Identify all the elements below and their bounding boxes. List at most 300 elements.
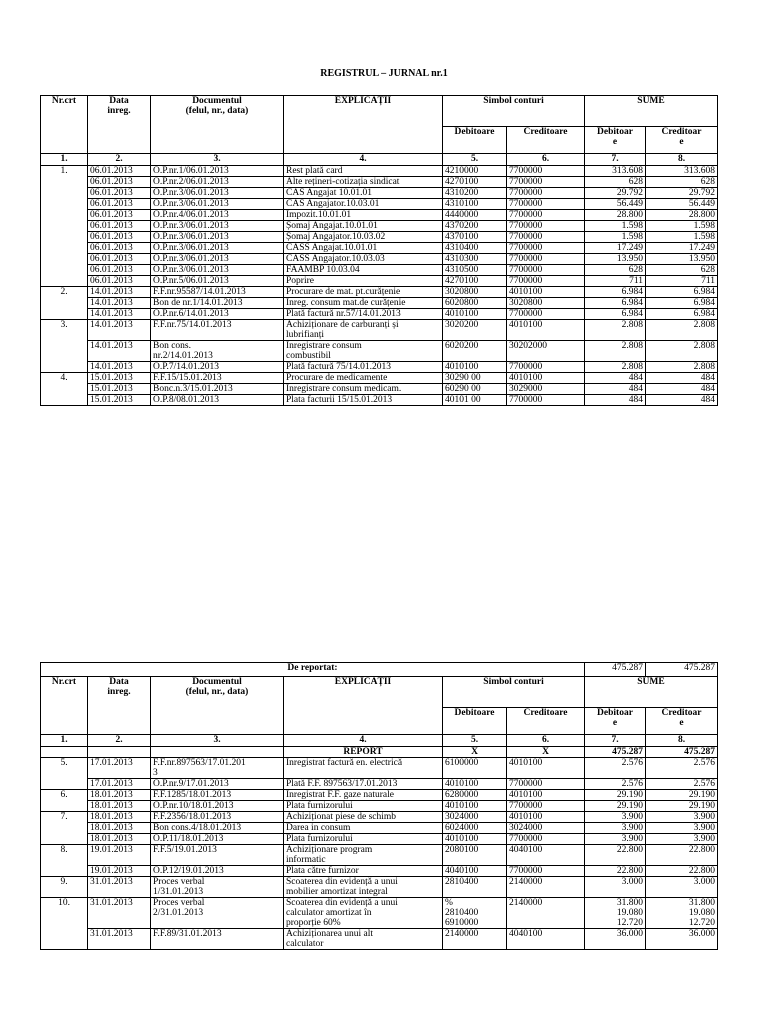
entry-document: Bonc.n.3/15.01.2013 [151, 384, 284, 395]
entry-number [41, 362, 88, 373]
debit-amount: 2.808 [585, 362, 646, 373]
debit-account: 4010100 [443, 309, 507, 320]
debit-amount: 484 [585, 384, 646, 395]
table-row [41, 298, 718, 309]
debit-account: 4270100 [443, 177, 507, 188]
entry-explanation: Plată F.F. 897563/17.01.2013 [284, 779, 443, 790]
header-amounts: SUME [585, 96, 718, 127]
entry-document: O.P.12/19.01.2013 [151, 866, 284, 877]
table-row [41, 166, 718, 177]
entry-date: 14.01.2013 [88, 341, 151, 362]
credit-account: 7700000 [507, 188, 585, 199]
header-date: Data inreg. [88, 96, 151, 154]
credit-account: 4010100 [507, 373, 585, 384]
report-row [41, 747, 718, 758]
table-row [41, 877, 718, 898]
entry-number [41, 265, 88, 276]
credit-amount: 628 [646, 265, 718, 276]
entry-date: 06.01.2013 [88, 243, 151, 254]
debit-account: % 2810400 6910000 [443, 898, 507, 929]
debit-account: 4010100 [443, 834, 507, 845]
debit-account: 2080100 [443, 845, 507, 866]
credit-account: 3020800 [507, 298, 585, 309]
credit-account: 7700000 [507, 362, 585, 373]
entry-explanation: CASS Angajator.10.03.03 [284, 254, 443, 265]
column-number-row [41, 154, 718, 166]
entry-date: 06.01.2013 [88, 166, 151, 177]
entry-number [41, 188, 88, 199]
debit-amount: 6.984 [585, 298, 646, 309]
debit-amount: 6.984 [585, 287, 646, 298]
entry-document: O.P.11/18.01.2013 [151, 834, 284, 845]
credit-amount: 22.800 [646, 866, 718, 877]
entry-number [41, 177, 88, 188]
credit-account: 7700000 [507, 166, 585, 177]
entry-explanation: Plată factură 75/14.01.2013 [284, 362, 443, 373]
entry-date: 18.01.2013 [88, 812, 151, 823]
header-nr: Nr.crt [41, 96, 88, 154]
header-document: Documentul (felul, nr., data) [151, 96, 284, 154]
register-title: REGISTRUL – JURNAL nr.1 [320, 68, 448, 79]
entry-number: 7. [41, 812, 88, 823]
table-row [41, 188, 718, 199]
entry-document: O.P.nr.6/14.01.2013 [151, 309, 284, 320]
debit-account: 4310400 [443, 243, 507, 254]
entry-document: F.F.15/15.01.2013 [151, 373, 284, 384]
debit-amount: 2.808 [585, 320, 646, 341]
entry-date: 06.01.2013 [88, 177, 151, 188]
debit-account: 3024000 [443, 812, 507, 823]
column-number: 6. [507, 735, 585, 747]
credit-amount: 31.800 19.080 12.720 [646, 898, 718, 929]
journal-table-2 [40, 662, 718, 950]
debit-account: 4010100 [443, 779, 507, 790]
credit-amount: 2.808 [646, 362, 718, 373]
table-row [41, 309, 718, 320]
table-row [41, 801, 718, 812]
credit-account: 7700000 [507, 309, 585, 320]
entry-document: O.P.8/08.01.2013 [151, 395, 284, 406]
debit-account: 4370100 [443, 232, 507, 243]
entry-explanation: CAS Angajator.10.03.01 [284, 199, 443, 210]
entry-document: O.P.nr.5/06.01.2013 [151, 276, 284, 287]
entry-number [41, 243, 88, 254]
header-credit-accounts: Creditoare [507, 708, 585, 735]
entry-number: 6. [41, 790, 88, 801]
credit-account: 3029000 [507, 384, 585, 395]
debit-account: 4270100 [443, 276, 507, 287]
credit-amount: 484 [646, 395, 718, 406]
entry-number [41, 298, 88, 309]
debit-account: 4370200 [443, 221, 507, 232]
entry-document: F.F.nr.75/14.01.2013 [151, 320, 284, 341]
entry-number [41, 199, 88, 210]
debit-account: 4010100 [443, 801, 507, 812]
credit-amount: 22.800 [646, 845, 718, 866]
credit-amount: 484 [646, 373, 718, 384]
credit-amount: 2.808 [646, 320, 718, 341]
debit-account: 6024000 [443, 823, 507, 834]
entry-document: O.P.nr.3/06.01.2013 [151, 221, 284, 232]
entry-document: F.F.nr.897563/17.01.201 3 [151, 758, 284, 779]
debit-amount: 17.249 [585, 243, 646, 254]
debit-amount: 3.900 [585, 834, 646, 845]
carry-forward-label: De reportat: [41, 663, 585, 677]
header-amounts: SUME [585, 677, 718, 708]
carry-forward-row [41, 663, 718, 677]
header-explanations: EXPLICAȚII [284, 96, 443, 154]
debit-account: 3020800 [443, 287, 507, 298]
column-number: 2. [88, 154, 151, 166]
entry-explanation: CASS Angajat.10.01.01 [284, 243, 443, 254]
credit-account: 4010100 [507, 790, 585, 801]
debit-amount: 484 [585, 395, 646, 406]
entry-document: O.P.nr.4/06.01.2013 [151, 210, 284, 221]
entry-explanation: Procurare de mat. pt.curățenie [284, 287, 443, 298]
credit-amount: 6.984 [646, 287, 718, 298]
credit-amount: 3.900 [646, 823, 718, 834]
entry-number [41, 801, 88, 812]
entry-number: 8. [41, 845, 88, 866]
entry-explanation: Plata furnizorului [284, 801, 443, 812]
column-number: 2. [88, 735, 151, 747]
debit-account: 6280000 [443, 790, 507, 801]
entry-explanation: CAS Angajat 10.01.01 [284, 188, 443, 199]
credit-amount: 17.249 [646, 243, 718, 254]
table-row [41, 320, 718, 341]
carry-forward-debit: 475.287 [585, 663, 646, 677]
entry-document: O.P.nr.3/06.01.2013 [151, 254, 284, 265]
credit-amount: 29.190 [646, 801, 718, 812]
entry-number: 1. [41, 166, 88, 177]
debit-account: 6100000 [443, 758, 507, 779]
table-row [41, 373, 718, 384]
debit-account: 6020200 [443, 341, 507, 362]
entry-date: 14.01.2013 [88, 287, 151, 298]
credit-amount: 1.598 [646, 221, 718, 232]
entry-date: 14.01.2013 [88, 362, 151, 373]
entry-date: 15.01.2013 [88, 373, 151, 384]
debit-amount: 22.800 [585, 866, 646, 877]
credit-account: 3024000 [507, 823, 585, 834]
credit-account: 4040100 [507, 929, 585, 950]
entry-date: 06.01.2013 [88, 232, 151, 243]
table-row [41, 779, 718, 790]
entry-explanation: Procurare de medicamente [284, 373, 443, 384]
debit-amount: 36.000 [585, 929, 646, 950]
credit-account: 7700000 [507, 801, 585, 812]
entry-number [41, 779, 88, 790]
credit-amount: 2.808 [646, 341, 718, 362]
table-row [41, 210, 718, 221]
column-number: 1. [41, 154, 88, 166]
entry-explanation: Inregistrat factură en. electrică [284, 758, 443, 779]
entry-number [41, 221, 88, 232]
entry-explanation: Plata către furnizor [284, 866, 443, 877]
credit-amount: 36.000 [646, 929, 718, 950]
entry-explanation: Poprire [284, 276, 443, 287]
column-number: 1. [41, 735, 88, 747]
credit-amount: 1.598 [646, 232, 718, 243]
entry-document: O.P.nr.1/06.01.2013 [151, 166, 284, 177]
entry-date: 06.01.2013 [88, 221, 151, 232]
table-row [41, 232, 718, 243]
table-row [41, 265, 718, 276]
table-row [41, 929, 718, 950]
credit-account: 7700000 [507, 221, 585, 232]
entry-document: O.P.nr.3/06.01.2013 [151, 188, 284, 199]
entry-number [41, 210, 88, 221]
credit-account: 30202000 [507, 341, 585, 362]
entry-date: 06.01.2013 [88, 188, 151, 199]
header-debit-amount: Debitoar e [585, 127, 646, 154]
entry-number [41, 276, 88, 287]
credit-amount: 6.984 [646, 298, 718, 309]
credit-account: 4010100 [507, 758, 585, 779]
debit-amount: 28.800 [585, 210, 646, 221]
journal-table-1 [40, 95, 718, 406]
header-row [41, 96, 718, 127]
entry-explanation: Achiziționare program informatic [284, 845, 443, 866]
credit-account: 7700000 [507, 232, 585, 243]
credit-account: 4010100 [507, 320, 585, 341]
column-number: 7. [585, 154, 646, 166]
header-debit-amount: Debitoar e [585, 708, 646, 735]
credit-account: 4010100 [507, 287, 585, 298]
report-date-empty [88, 747, 151, 758]
entry-date: 19.01.2013 [88, 845, 151, 866]
table-row [41, 898, 718, 929]
table-row [41, 199, 718, 210]
debit-account: 4440000 [443, 210, 507, 221]
debit-account: 3020200 [443, 320, 507, 341]
column-number-row [41, 735, 718, 747]
column-number: 5. [443, 735, 507, 747]
entry-explanation: Darea in consum [284, 823, 443, 834]
debit-amount: 2.576 [585, 779, 646, 790]
header-date: Data inreg. [88, 677, 151, 735]
credit-account: 7700000 [507, 866, 585, 877]
column-number: 4. [284, 735, 443, 747]
debit-amount: 3.900 [585, 823, 646, 834]
entry-explanation: Șomaj Angajat.10.01.01 [284, 221, 443, 232]
table-row [41, 823, 718, 834]
table-row [41, 276, 718, 287]
table-row [41, 362, 718, 373]
column-number: 4. [284, 154, 443, 166]
table-row [41, 845, 718, 866]
header-debit-accounts: Debitoare [443, 127, 507, 154]
table-row [41, 177, 718, 188]
entry-explanation: Achiziționare de carburanți și lubrifianți [284, 320, 443, 341]
debit-amount: 2.576 [585, 758, 646, 779]
entry-date: 17.01.2013 [88, 758, 151, 779]
debit-account: 4210000 [443, 166, 507, 177]
entry-explanation: Alte rețineri-cotizația sindicat [284, 177, 443, 188]
entry-date: 06.01.2013 [88, 276, 151, 287]
debit-amount: 628 [585, 265, 646, 276]
report-nr-empty [41, 747, 88, 758]
entry-date: 18.01.2013 [88, 823, 151, 834]
entry-date: 18.01.2013 [88, 790, 151, 801]
debit-account: 2140000 [443, 929, 507, 950]
entry-date: 31.01.2013 [88, 898, 151, 929]
header-row [41, 677, 718, 708]
report-doc-empty [151, 747, 284, 758]
credit-account: 7700000 [507, 834, 585, 845]
header-account-symbols: Simbol conturi [443, 677, 585, 708]
credit-amount: 29.190 [646, 790, 718, 801]
entry-number: 5. [41, 758, 88, 779]
column-number: 3. [151, 735, 284, 747]
table-row [41, 254, 718, 265]
header-explanations: EXPLICAȚII [284, 677, 443, 735]
entry-document: Bon de nr.1/14.01.2013 [151, 298, 284, 309]
credit-account: 7700000 [507, 177, 585, 188]
debit-account: 60290 00 [443, 384, 507, 395]
debit-account: 4010100 [443, 362, 507, 373]
debit-amount: 22.800 [585, 845, 646, 866]
credit-account: 7700000 [507, 243, 585, 254]
credit-amount: 628 [646, 177, 718, 188]
debit-amount: 1.598 [585, 232, 646, 243]
report-label: REPORT [284, 747, 443, 758]
debit-amount: 628 [585, 177, 646, 188]
credit-account: 7700000 [507, 779, 585, 790]
debit-amount: 29.190 [585, 801, 646, 812]
credit-amount: 3.900 [646, 834, 718, 845]
credit-amount: 13.950 [646, 254, 718, 265]
debit-amount: 13.950 [585, 254, 646, 265]
entry-number [41, 395, 88, 406]
debit-amount: 711 [585, 276, 646, 287]
entry-date: 18.01.2013 [88, 834, 151, 845]
debit-amount: 3.000 [585, 877, 646, 898]
credit-amount: 2.576 [646, 758, 718, 779]
entry-document: O.P.nr.10/18.01.2013 [151, 801, 284, 812]
credit-amount: 56.449 [646, 199, 718, 210]
column-number: 5. [443, 154, 507, 166]
carry-forward-credit: 475.287 [646, 663, 718, 677]
entry-document: F.F.5/19.01.2013 [151, 845, 284, 866]
credit-account: 7700000 [507, 276, 585, 287]
entry-document: Proces verbal 2/31.01.2013 [151, 898, 284, 929]
entry-document: Bon cons.4/18.01.2013 [151, 823, 284, 834]
entry-number [41, 254, 88, 265]
entry-date: 31.01.2013 [88, 877, 151, 898]
column-number: 3. [151, 154, 284, 166]
entry-date: 06.01.2013 [88, 265, 151, 276]
entry-document: O.P.nr.3/06.01.2013 [151, 243, 284, 254]
entry-date: 06.01.2013 [88, 254, 151, 265]
debit-account: 4310200 [443, 188, 507, 199]
table-row [41, 395, 718, 406]
entry-document: O.P.nr.3/06.01.2013 [151, 199, 284, 210]
debit-account: 4310500 [443, 265, 507, 276]
debit-amount: 484 [585, 373, 646, 384]
entry-explanation: Achiziționarea unui alt calculator [284, 929, 443, 950]
table-row [41, 758, 718, 779]
entry-date: 06.01.2013 [88, 199, 151, 210]
entry-number [41, 309, 88, 320]
debit-amount: 1.598 [585, 221, 646, 232]
entry-document: Bon cons. nr.2/14.01.2013 [151, 341, 284, 362]
header-nr: Nr.crt [41, 677, 88, 735]
entry-explanation: Plata facturii 15/15.01.2013 [284, 395, 443, 406]
table-row [41, 243, 718, 254]
entry-number: 2. [41, 287, 88, 298]
entry-date: 14.01.2013 [88, 309, 151, 320]
debit-amount: 3.900 [585, 812, 646, 823]
entry-date: 15.01.2013 [88, 395, 151, 406]
entry-number [41, 823, 88, 834]
credit-amount: 313.608 [646, 166, 718, 177]
credit-amount: 2.576 [646, 779, 718, 790]
entry-date: 17.01.2013 [88, 779, 151, 790]
credit-account: 7700000 [507, 210, 585, 221]
debit-account: 6020800 [443, 298, 507, 309]
table-row [41, 384, 718, 395]
table-row [41, 341, 718, 362]
credit-account: 7700000 [507, 199, 585, 210]
entry-explanation: Inregistrare consum medicam. [284, 384, 443, 395]
header-credit-accounts: Creditoare [507, 127, 585, 154]
report-debit-amount: 475.287 [585, 747, 646, 758]
entry-document: O.P.nr.3/06.01.2013 [151, 232, 284, 243]
credit-account: 7700000 [507, 265, 585, 276]
debit-account: 4310100 [443, 199, 507, 210]
entry-explanation: Scoaterea din evidență a unui mobilier amortizat integral [284, 877, 443, 898]
entry-explanation: Achiziționat piese de schimb [284, 812, 443, 823]
entry-date: 06.01.2013 [88, 210, 151, 221]
credit-account: 7700000 [507, 395, 585, 406]
entry-date: 19.01.2013 [88, 866, 151, 877]
credit-account: 2140000 [507, 898, 585, 929]
entry-explanation: Inreg. consum mat.de curățenie [284, 298, 443, 309]
entry-explanation: Plată factură nr.57/14.01.2013 [284, 309, 443, 320]
debit-amount: 6.984 [585, 309, 646, 320]
credit-amount: 484 [646, 384, 718, 395]
entry-number [41, 929, 88, 950]
debit-amount: 31.800 19.080 12.720 [585, 898, 646, 929]
header-credit-amount: Creditoar e [646, 708, 718, 735]
table-row [41, 834, 718, 845]
credit-amount: 28.800 [646, 210, 718, 221]
entry-explanation: Plata furnizorului [284, 834, 443, 845]
credit-account: 4040100 [507, 845, 585, 866]
entry-document: Proces verbal 1/31.01.2013 [151, 877, 284, 898]
debit-amount: 313.608 [585, 166, 646, 177]
credit-amount: 3.000 [646, 877, 718, 898]
entry-document: F.F.89/31.01.2013 [151, 929, 284, 950]
column-number: 7. [585, 735, 646, 747]
credit-amount: 6.984 [646, 309, 718, 320]
entry-explanation: Inregistrat F.F. gaze naturale [284, 790, 443, 801]
entry-date: 14.01.2013 [88, 298, 151, 309]
entry-number: 3. [41, 320, 88, 341]
entry-explanation: Rest plată card [284, 166, 443, 177]
table-row [41, 287, 718, 298]
credit-amount: 3.900 [646, 812, 718, 823]
entry-number [41, 384, 88, 395]
entry-date: 18.01.2013 [88, 801, 151, 812]
credit-account: 2140000 [507, 877, 585, 898]
table-row [41, 221, 718, 232]
debit-amount: 2.808 [585, 341, 646, 362]
credit-amount: 29.792 [646, 188, 718, 199]
table-row [41, 812, 718, 823]
entry-number: 4. [41, 373, 88, 384]
